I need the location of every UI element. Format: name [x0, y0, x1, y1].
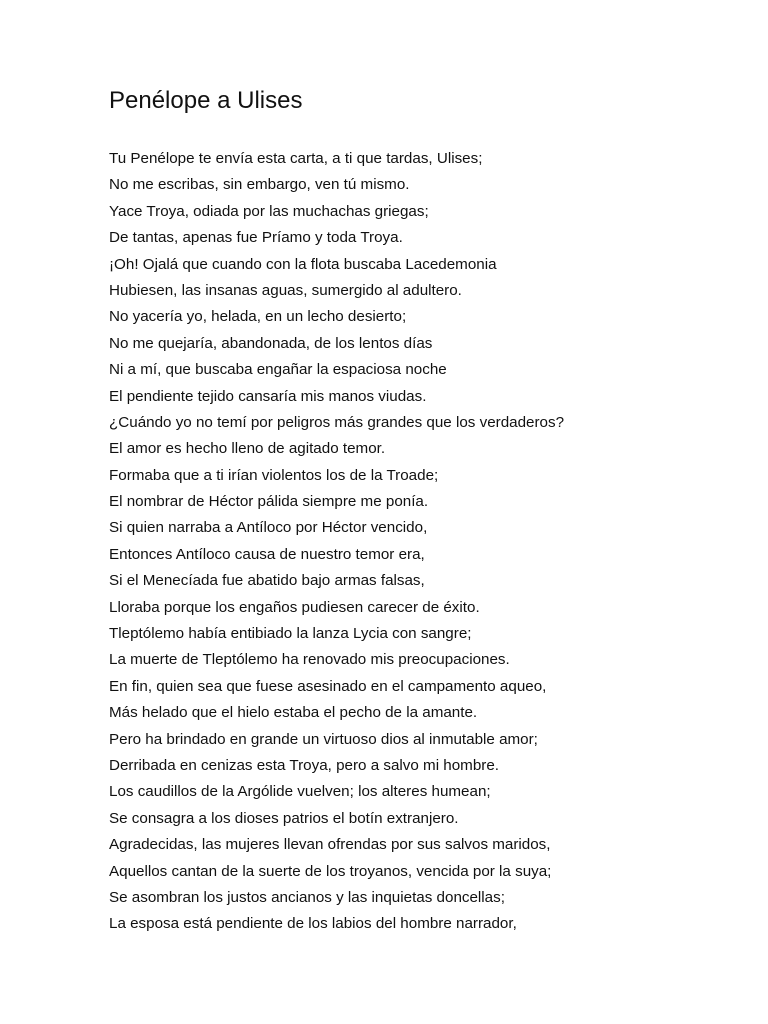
poem-line: Yace Troya, odiada por las muchachas griegas;: [109, 202, 429, 220]
poem-line: No me quejaría, abandonada, de los lentos días: [109, 334, 433, 352]
document-title: Penélope a Ulises: [109, 87, 303, 114]
poem-line: ¡Oh! Ojalá que cuando con la flota buscaba Lacedemonia: [109, 255, 497, 273]
poem-line: Ni a mí, que buscaba engañar la espaciosa noche: [109, 361, 447, 379]
poem-body: [109, 146, 564, 938]
poem-line: Si quien narraba a Antíloco por Héctor vencido,: [109, 519, 428, 537]
poem-line: El amor es hecho lleno de agitado temor.: [109, 440, 386, 458]
poem-line: Hubiesen, las insanas aguas, sumergido al adultero.: [109, 281, 462, 299]
poem-line: Formaba que a ti irían violentos los de la Troade;: [109, 466, 439, 484]
poem-line: Más helado que el hielo estaba el pecho de la amante.: [109, 704, 478, 722]
poem-line: Lloraba porque los engaños pudiesen carecer de éxito.: [109, 598, 480, 616]
poem-line: De tantas, apenas fue Príamo y toda Troya.: [109, 229, 403, 247]
poem-line: En fin, quien sea que fuese asesinado en el campamento aqueo,: [109, 677, 547, 695]
poem-line: Se consagra a los dioses patrios el botín extranjero.: [109, 809, 459, 827]
poem-line: La esposa está pendiente de los labios del hombre narrador,: [109, 915, 517, 933]
poem-line: Si el Menecíada fue abatido bajo armas falsas,: [109, 572, 425, 590]
poem-line: Los caudillos de la Argólide vuelven; los alteres humean;: [109, 783, 491, 801]
poem-line: La muerte de Tleptólemo ha renovado mis preocupaciones.: [109, 651, 510, 669]
poem-line: Entonces Antíloco causa de nuestro temor era,: [109, 545, 425, 563]
poem-line: No me escribas, sin embargo, ven tú mismo.: [109, 176, 410, 194]
poem-line: Tleptólemo había entibiado la lanza Lycia con sangre;: [109, 625, 472, 643]
poem-line: El pendiente tejido cansaría mis manos viudas.: [109, 387, 427, 405]
poem-line: Agradecidas, las mujeres llevan ofrendas por sus salvos maridos,: [109, 836, 551, 854]
poem-line: Tu Penélope te envía esta carta, a ti que tardas, Ulises;: [109, 150, 483, 167]
poem-line: Se asombran los justos ancianos y las inquietas doncellas;: [109, 888, 505, 906]
poem-line: Derribada en cenizas esta Troya, pero a salvo mi hombre.: [109, 756, 500, 774]
poem-line: Pero ha brindado en grande un virtuoso dios al inmutable amor;: [109, 730, 538, 748]
poem-line: ¿Cuándo yo no temí por peligros más grandes que los verdaderos?: [109, 413, 565, 431]
poem-line: Aquellos cantan de la suerte de los troyanos, vencida por la suya;: [109, 862, 552, 880]
poem-line: El nombrar de Héctor pálida siempre me ponía.: [109, 493, 429, 511]
poem-line: No yacería yo, helada, en un lecho desierto;: [109, 308, 407, 326]
